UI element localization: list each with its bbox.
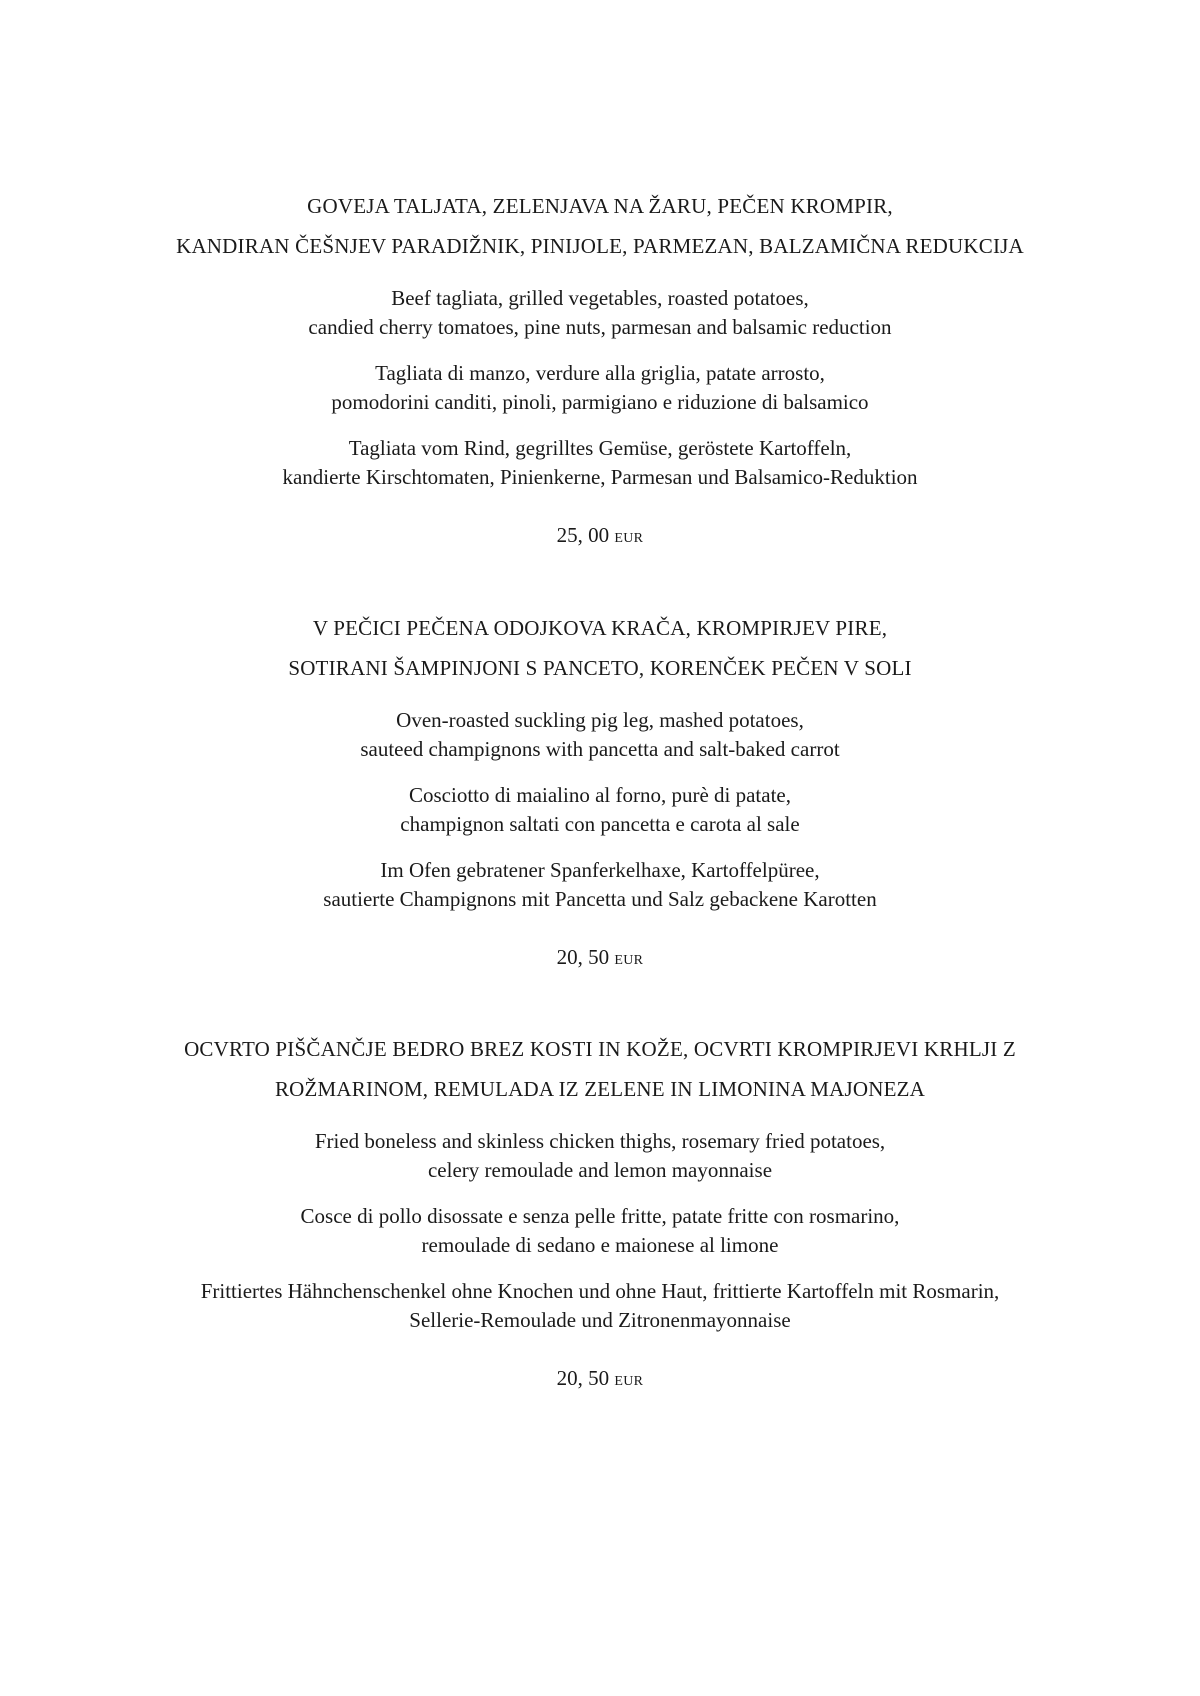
description-line: Tagliata vom Rind, gegrilltes Gemüse, geröstete Kartoffeln, — [348, 436, 852, 460]
dish-description-german — [0, 434, 1200, 491]
dish-title-slovenian — [0, 186, 1200, 266]
price-currency: EUR — [614, 531, 644, 546]
dish-description-german — [0, 856, 1200, 913]
description-line: sauteed champignons with pancetta and salt-baked carrot — [360, 736, 840, 761]
dish-title-line: SOTIRANI ŠAMPINJONI S PANCETO, KORENČEK PEČEN V SOLI — [288, 656, 912, 680]
price-amount: 20, 50 — [556, 945, 610, 969]
description-line: pomodorini canditi, pinoli, parmigiano e riduzione di balsamico — [331, 389, 869, 414]
dish-price — [0, 945, 1200, 970]
description-line: Oven-roasted suckling pig leg, mashed potatoes, — [396, 708, 804, 732]
description-line: Frittiertes Hähnchenschenkel ohne Knochen und ohne Haut, frittierte Kartoffeln mit Rosmarin, — [200, 1279, 1000, 1303]
dish-title-line: OCVRTO PIŠČANČJE BEDRO BREZ KOSTI IN KOŽE, OCVRTI KROMPIRJEVI KRHLJI Z — [184, 1037, 1016, 1061]
description-line: champignon saltati con pancetta e carota al sale — [400, 811, 800, 836]
description-line: Cosciotto di maialino al forno, purè di patate, — [409, 783, 791, 807]
price-amount: 20, 50 — [556, 1366, 610, 1390]
dish-description-italian — [0, 1202, 1200, 1259]
description-line: sautierte Champignons mit Pancetta und Salz gebackene Karotten — [323, 886, 877, 911]
dish-description-italian — [0, 781, 1200, 838]
dish-description-german — [0, 1277, 1200, 1334]
menu-dish — [0, 1029, 1200, 1391]
description-line: kandierte Kirschtomaten, Pinienkerne, Parmesan und Balsamico-Reduktion — [282, 464, 918, 489]
dish-price — [0, 523, 1200, 548]
description-line: Tagliata di manzo, verdure alla griglia, patate arrosto, — [375, 361, 825, 385]
dish-description-english — [0, 284, 1200, 341]
menu-dish — [0, 608, 1200, 970]
dish-description-english — [0, 1127, 1200, 1184]
description-line: candied cherry tomatoes, pine nuts, parmesan and balsamic reduction — [308, 314, 892, 339]
dish-title-line: V PEČICI PEČENA ODOJKOVA KRAČA, KROMPIRJEV PIRE, — [312, 616, 888, 640]
dish-title-slovenian — [0, 608, 1200, 688]
description-line: Fried boneless and skinless chicken thighs, rosemary fried potatoes, — [314, 1129, 886, 1153]
price-currency: EUR — [614, 953, 644, 968]
price-currency: EUR — [614, 1374, 644, 1389]
description-line: Beef tagliata, grilled vegetables, roasted potatoes, — [391, 286, 809, 310]
menu-dish — [0, 186, 1200, 548]
dish-title-line: KANDIRAN ČEŠNJEV PARADIŽNIK, PINIJOLE, PARMEZAN, BALZAMIČNA REDUKCIJA — [176, 234, 1024, 258]
description-line: remoulade di sedano e maionese al limone — [421, 1232, 779, 1257]
description-line: Im Ofen gebratener Spanferkelhaxe, Kartoffelpüree, — [380, 858, 820, 882]
description-line: celery remoulade and lemon mayonnaise — [427, 1157, 773, 1182]
description-line: Cosce di pollo disossate e senza pelle fritte, patate fritte con rosmarino, — [300, 1204, 900, 1228]
price-amount: 25, 00 — [556, 523, 610, 547]
description-line: Sellerie-Remoulade und Zitronenmayonnaise — [409, 1307, 791, 1332]
dish-price — [0, 1366, 1200, 1391]
dish-title-line: ROŽMARINOM, REMULADA IZ ZELENE IN LIMONINA MAJONEZA — [274, 1077, 926, 1101]
dish-description-italian — [0, 359, 1200, 416]
dish-title-line: GOVEJA TALJATA, ZELENJAVA NA ŽARU, PEČEN KROMPIR, — [307, 194, 893, 218]
dish-description-english — [0, 706, 1200, 763]
dish-title-slovenian — [0, 1029, 1200, 1109]
